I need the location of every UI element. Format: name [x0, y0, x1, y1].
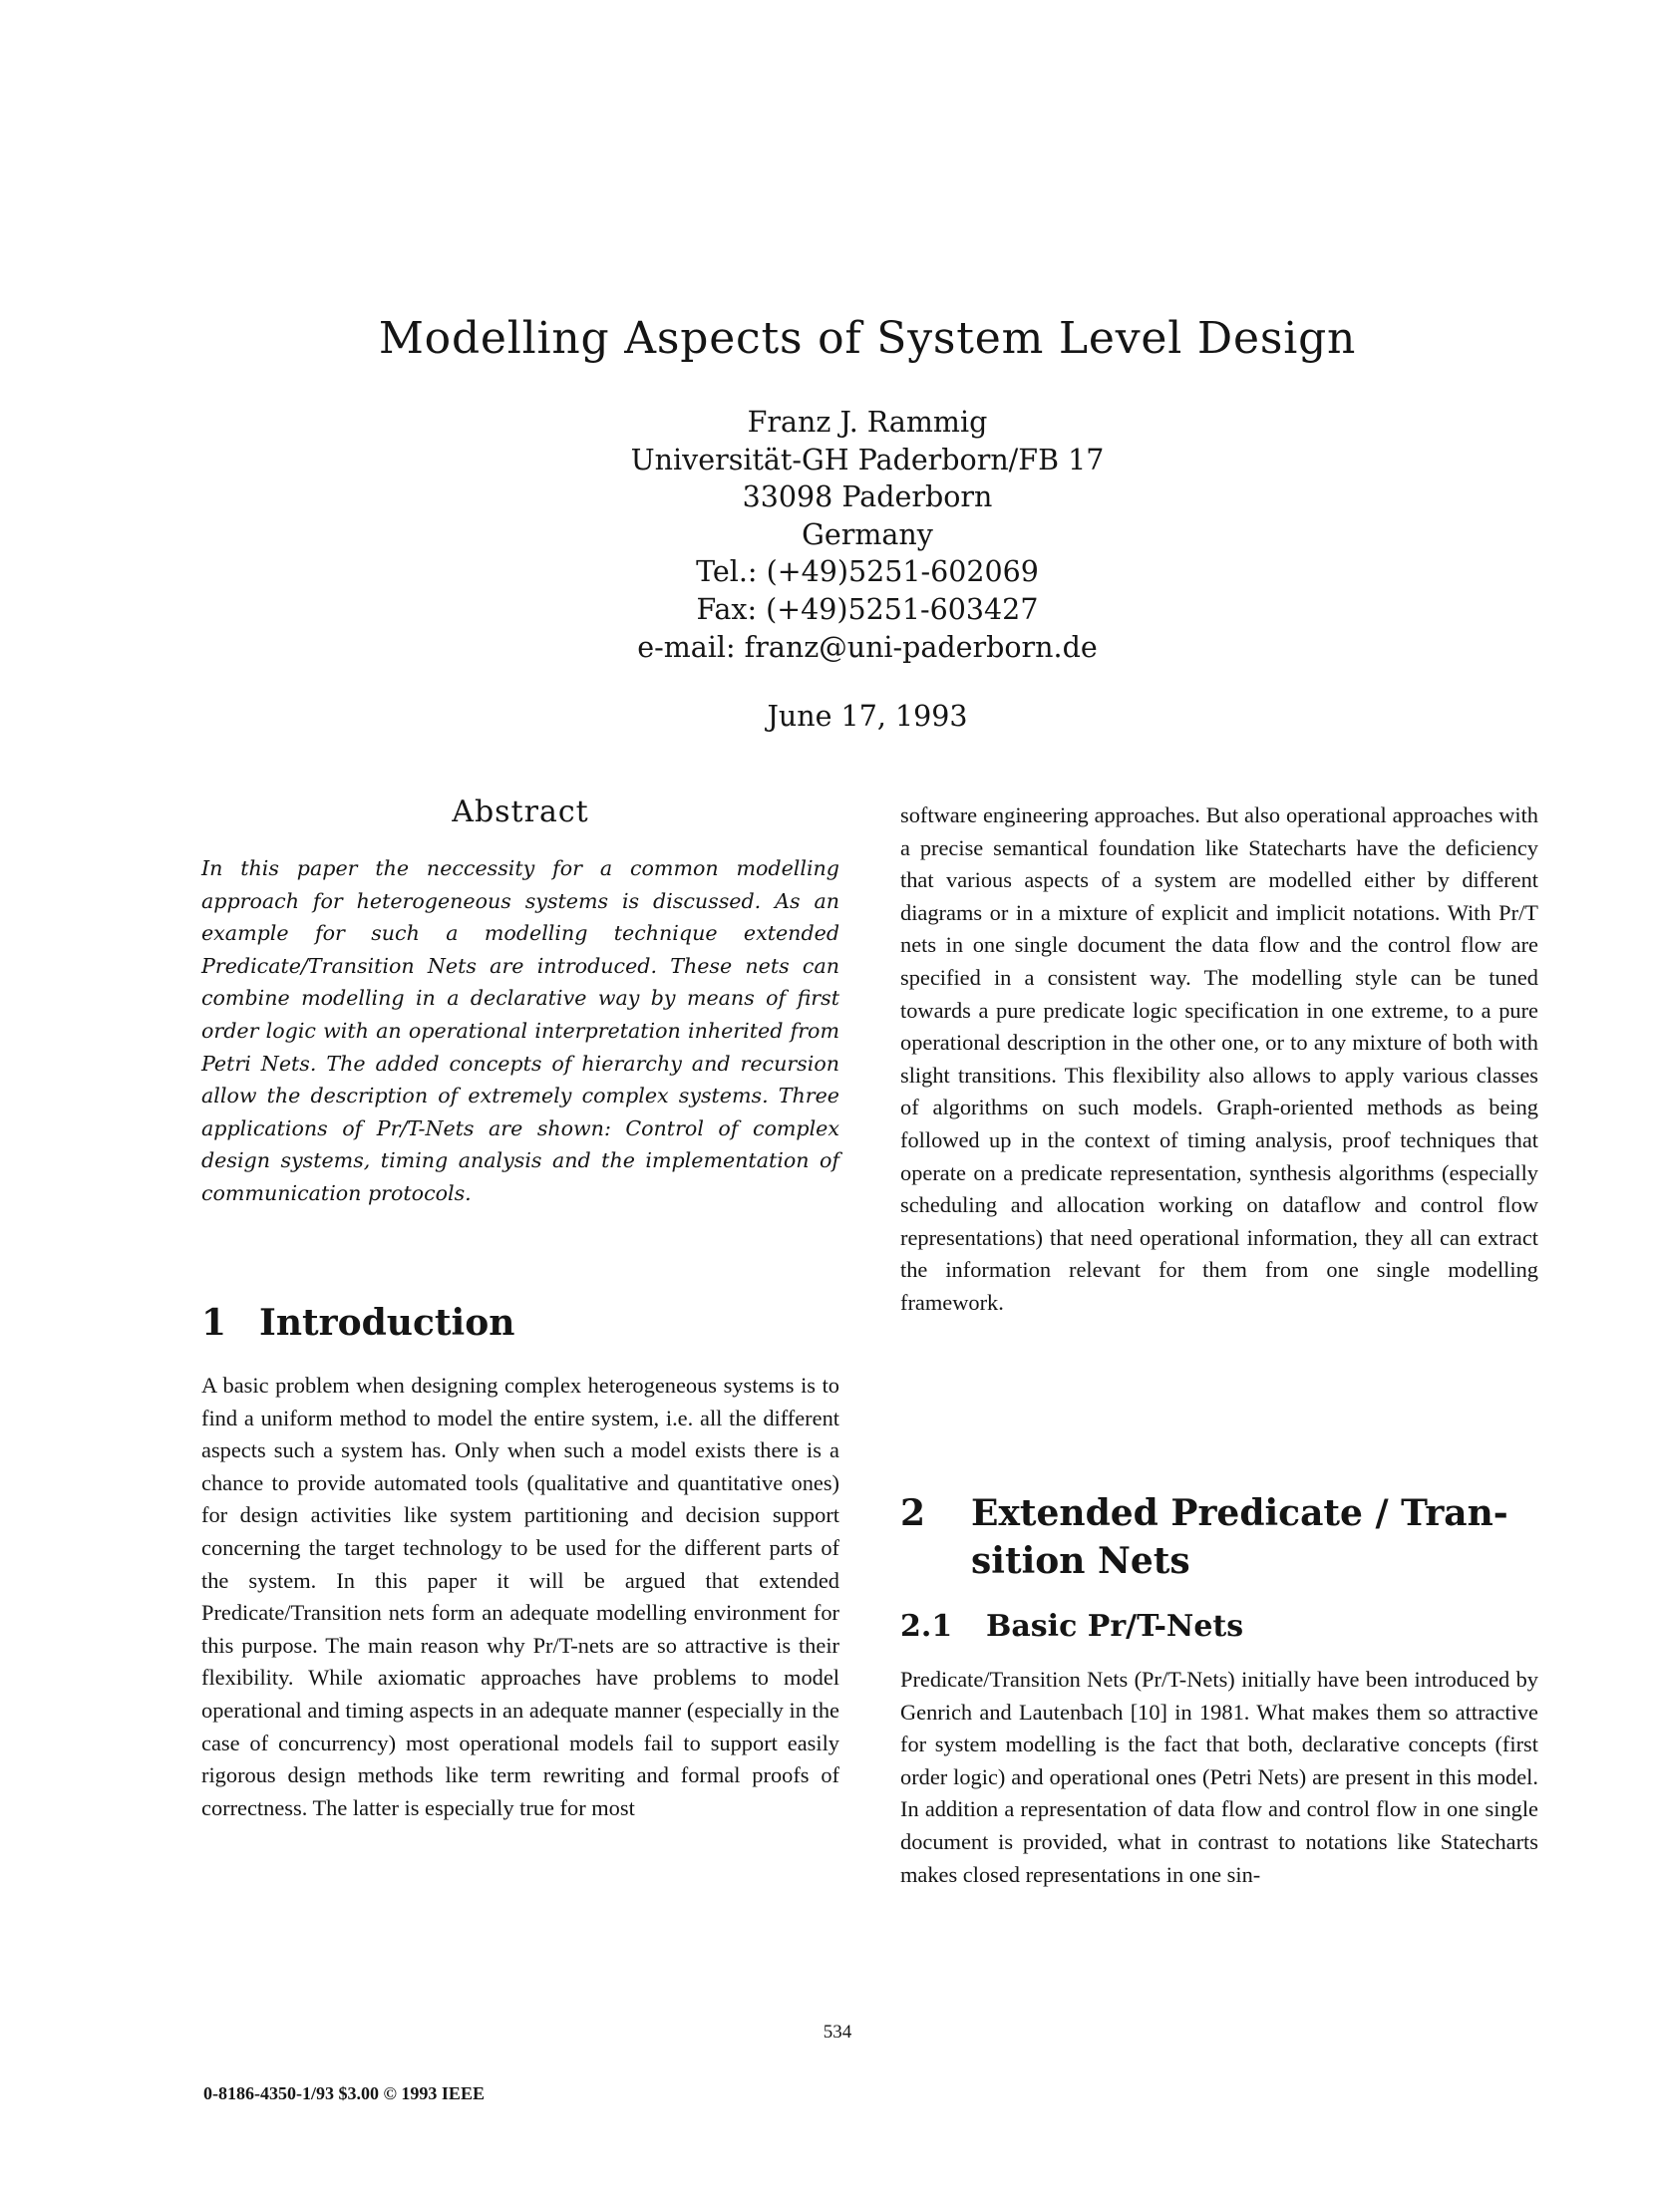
section-2-heading	[900, 1489, 1538, 1585]
paper-date: June 17, 1993	[767, 700, 968, 733]
author-email: e-mail: franz@uni-paderborn.de	[637, 630, 1098, 664]
subsection-2-1-number: 2.1	[900, 1609, 953, 1644]
paper-title: Modelling Aspects of System Level Design	[378, 313, 1357, 364]
section-2-title-line1: Extended Predicate / Tran-	[971, 1492, 1508, 1534]
section-1-heading	[201, 1299, 839, 1347]
author-tel: Tel.: (+49)5251-602069	[696, 555, 1039, 589]
subsection-2-1-title: Basic Pr/T-Nets	[986, 1609, 1244, 1644]
introduction-text: A basic problem when designing complex heterogeneous systems is to find a uniform method to model the entire system, i.e. all the different aspects such a system has. Only when such a model exists there is a chance to provide automated tools (qualitative and quantitative ones) for design activities like system partitioning and decision support concerning the target technology to be used for the different parts of the system. In this paper it will be argued that extended Predicate/Transition nets form an adequate modelling environment for this purpose. The main reason why Pr/T-nets are so attractive is their flexibility. While axiomatic approaches have problems to model operational and timing aspects in an adequate manner (especially in the case of concurrency) most operational models fail to support easily rigorous design methods like term rewriting and formal proofs of correctness. The latter is especially true for most	[201, 1373, 839, 1820]
author-affiliation: Universität-GH Paderborn/FB 17	[630, 443, 1105, 476]
section-1-number: 1	[201, 1302, 227, 1344]
abstract-text: In this paper the neccessity for a common modelling approach for heterogeneous systems is discussed. As an example for such a modelling technique extended Predicate/Transition Nets are introduced. These nets can combine modelling in a declarative way by means of first order logic with an operational interpretation inherited from Petri Nets. The added concepts of hierarchy and recursion allow the description of extremely complex systems. Three applications of Pr/T-Nets are shown: Control of complex design systems, timing analysis and the implementation of communication protocols.	[201, 856, 839, 1205]
basic-prt-nets-text: Predicate/Transition Nets (Pr/T-Nets) initially have been introduced by Genrich and Lautenbach [10] in 1981. What makes them so attractive for system modelling is the fact that both, declarative concepts (first order logic) and operational ones (Petri Nets) are present in this model. In addition a representation of data flow and control flow in one single document is provided, what in contrast to notations like Statecharts makes closed representations in one sin-	[900, 1667, 1538, 1887]
author-country: Germany	[802, 517, 933, 551]
page-number: 534	[823, 2022, 852, 2043]
author-block	[0, 404, 1654, 666]
section-2-number: 2	[900, 1492, 926, 1534]
author-fax: Fax: (+49)5251-603427	[696, 592, 1039, 626]
section-2-title-line2: sition Nets	[971, 1540, 1190, 1582]
author-name: Franz J. Rammig	[747, 406, 988, 439]
abstract-heading: Abstract	[452, 794, 589, 829]
subsection-2-1-heading	[900, 1607, 1538, 1647]
section-1-title: Introduction	[259, 1302, 515, 1344]
introduction-continuation-text: software engineering approaches. But also operational approaches with a precise semantical foundation like Statecharts have the deficiency that various aspects of a system are modelled either by different diagrams or in a mixture of explicit and implicit notations. With Pr/T nets in one single document the data flow and the control flow are specified in a consistent way. The modelling style can be tuned towards a pure predicate logic specification in one extreme, to a pure operational description in the other one, or to any mixture of both with slight transitions. This flexibility also allows to apply various classes of algorithms on such models. Graph-oriented methods as being followed up in the context of timing analysis, proof techniques that operate on a predicate representation, synthesis algorithms (especially scheduling and allocation working on dataflow and control flow representations) that need operational information, they all can extract the information relevant for them from one single modelling framework.	[900, 802, 1538, 1315]
copyright-notice: 0-8186-4350-1/93 $3.00 © 1993 IEEE	[203, 2083, 485, 2103]
author-city: 33098 Paderborn	[742, 480, 993, 514]
